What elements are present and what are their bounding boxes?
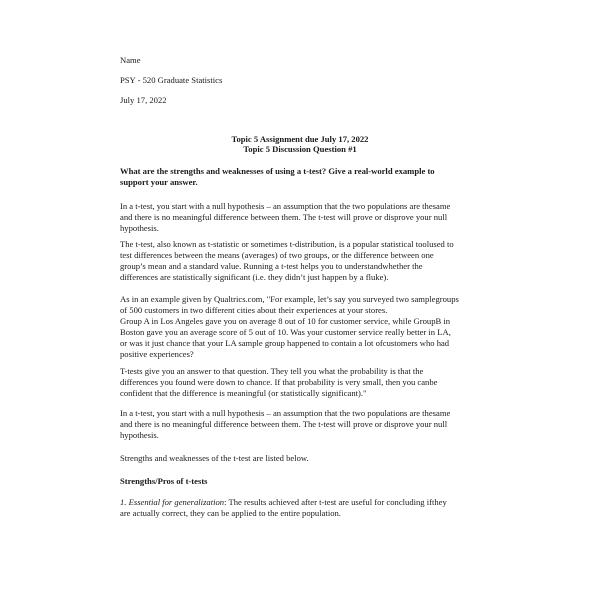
text-line: In a t-test, you start with a null hypothesis – an assumption that the two populations are thesame	[120, 408, 451, 418]
strengths-intro: Strengths and weaknesses of the t-test are listed below.	[120, 453, 309, 463]
author-name: Name	[120, 55, 141, 65]
text-line: Group A in Los Angeles gave you on average 8 out of 10 for customer service, while GroupB in	[120, 316, 451, 326]
text-line: test differences between the means (averages) of two groups, or the difference between one	[120, 250, 434, 260]
paragraph-null-hypothesis	[120, 201, 500, 234]
text-line: hypothesis.	[120, 430, 159, 440]
text-line: As in an example given by Qualtrics.com, "For example, let’s say you surveyed two samplegroups	[120, 294, 459, 304]
paragraph-qualtrics-example	[120, 294, 500, 360]
text-line: and there is no meaningful difference between them. The t-test will prove or disprove your null	[120, 419, 448, 429]
strength-item-text: : The results achieved after t-test are useful for concluding ifthey	[224, 497, 447, 507]
text-line: positive experiences?	[120, 349, 194, 359]
paragraph-t-test-definition	[120, 239, 500, 283]
document-date: July 17, 2022	[120, 95, 167, 105]
discussion-title: Topic 5 Discussion Question #1	[243, 144, 357, 154]
question-line: What are the strengths and weaknesses of using a t-test? Give a real-world example to	[120, 166, 435, 176]
question-line: support your answer.	[120, 177, 198, 187]
text-line: Boston gave you an average score of 5 out of 10. Was your customer service really better in LA,	[120, 327, 451, 337]
discussion-question	[120, 166, 500, 188]
paragraph-t-test-answer	[120, 366, 500, 399]
text-line: and there is no meaningful difference between them. The t-test will prove or disprove your null	[120, 212, 448, 222]
text-line: In a t-test, you start with a null hypothesis – an assumption that the two populations are thesame	[120, 201, 451, 211]
strengths-heading: Strengths/Pros of t-tests	[120, 476, 208, 486]
text-line: differences are statistically significant (i.e. they didn’t just happen by a fluke).	[120, 272, 389, 282]
course-title: PSY - 520 Graduate Statistics	[120, 75, 223, 85]
text-line: or was it just chance that your LA sample group happened to contain a lot ofcustomers who had	[120, 338, 450, 348]
text-line: confident that the difference is meaningful (or statistically significant)."	[120, 388, 367, 398]
paragraph-null-hypothesis-repeat	[120, 408, 500, 441]
text-line: hypothesis.	[120, 223, 159, 233]
text-line: of 500 customers in two different cities about their experiences at your stores.	[120, 305, 388, 315]
assignment-title: Topic 5 Assignment due July 17, 2022	[231, 134, 369, 144]
text-line: T-tests give you an answer to that question. They tell you what the probability is that the	[120, 366, 424, 376]
strength-item-lead: 1. Essential for generalization	[120, 497, 225, 507]
text-line: are actually correct, they can be applied to the entire population.	[120, 508, 341, 518]
text-line	[120, 497, 500, 508]
text-line: group’s mean and a standard value. Running a t-test helps you to understandwhether the	[120, 261, 423, 271]
text-line: The t-test, also known as t-statistic or sometimes t-distribution, is a popular statistical toolused to	[120, 239, 454, 249]
strength-item-1	[120, 497, 500, 519]
text-line: differences you found were down to chance. If that probability is very small, then you canbe	[120, 377, 438, 387]
